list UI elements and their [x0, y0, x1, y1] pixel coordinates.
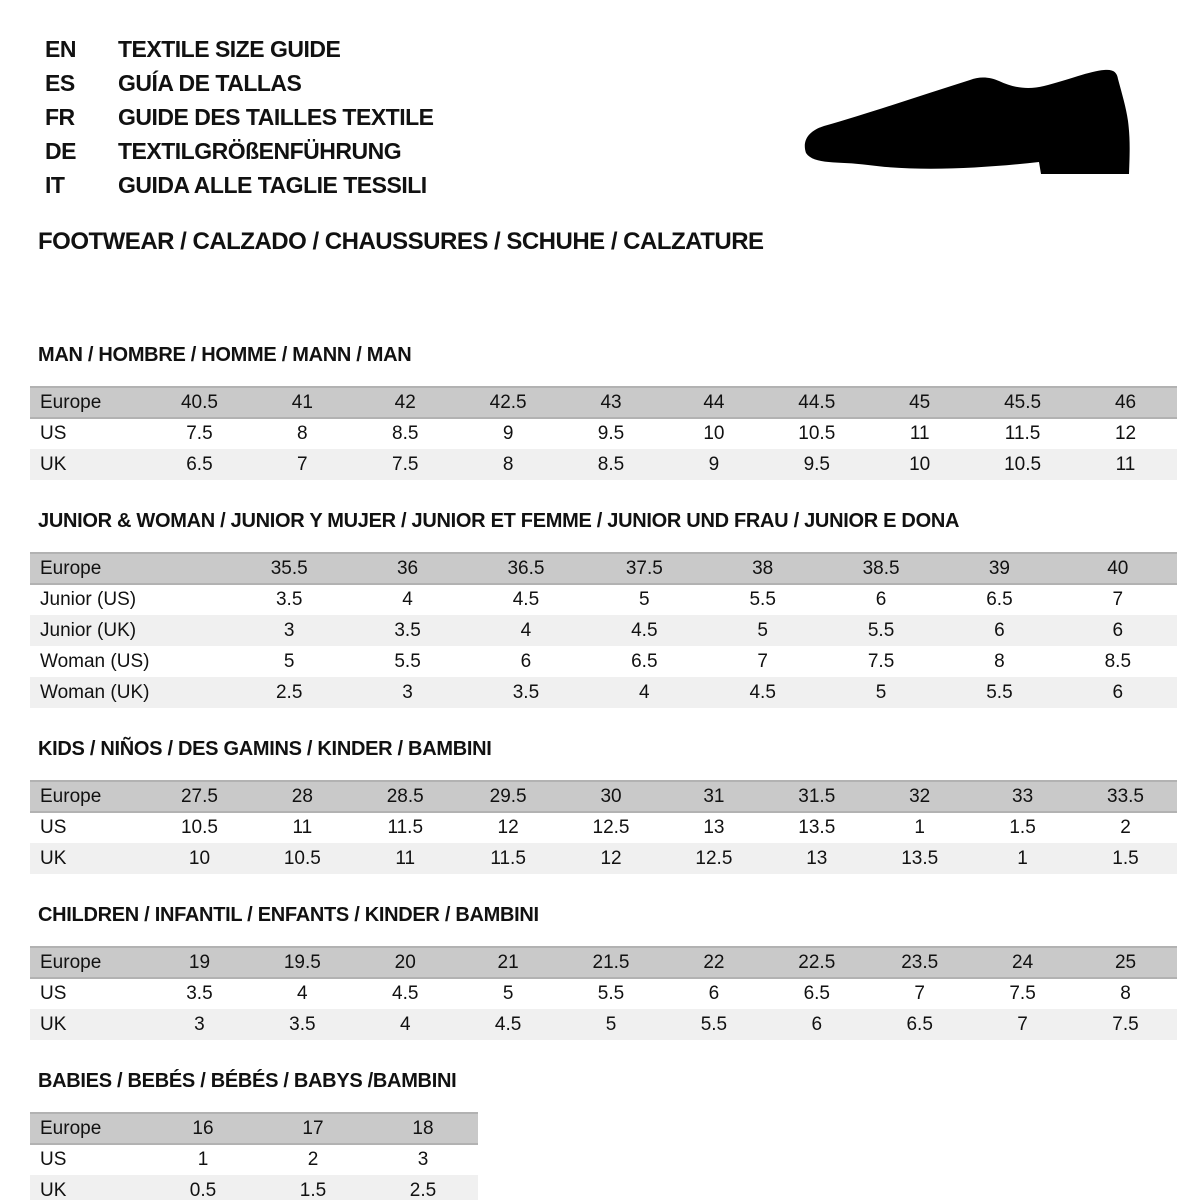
- size-cell: 10: [148, 843, 251, 874]
- size-cell: 13.5: [765, 812, 868, 843]
- size-cell: 9.5: [765, 449, 868, 480]
- section-junior-woman: [30, 510, 1200, 708]
- category-line: FOOTWEAR / CALZADO / CHAUSSURES / SCHUHE / CALZATURE: [38, 228, 764, 255]
- size-cell: 4: [354, 1009, 457, 1040]
- size-cell: 28.5: [354, 781, 457, 812]
- table-row: [30, 418, 1177, 449]
- language-label-es: GUÍA DE TALLAS: [118, 69, 302, 96]
- size-cell: 3.5: [148, 978, 251, 1009]
- size-cell: 6.5: [868, 1009, 971, 1040]
- size-cell: 5.5: [348, 646, 466, 677]
- size-cell: 5: [704, 615, 822, 646]
- section-title-children: CHILDREN / INFANTIL / ENFANTS / KINDER / BAMBINI: [38, 904, 539, 926]
- size-cell: 27.5: [148, 781, 251, 812]
- table-row: [30, 1113, 478, 1144]
- size-cell: 12.5: [560, 812, 663, 843]
- table-row: [30, 646, 1177, 677]
- size-cell: 5: [457, 978, 560, 1009]
- size-cell: 38: [704, 553, 822, 584]
- size-cell: 20: [354, 947, 457, 978]
- size-cell: 8.5: [560, 449, 663, 480]
- size-cell: 12: [560, 843, 663, 874]
- table-row: [30, 677, 1177, 708]
- size-cell: 3.5: [230, 584, 348, 615]
- size-cell: 5.5: [822, 615, 940, 646]
- table-row: [30, 1009, 1177, 1040]
- size-cell: 6.5: [148, 449, 251, 480]
- row-label: Europe: [30, 781, 148, 812]
- section-title-babies: BABIES / BEBÉS / BÉBÉS / BABYS /BAMBINI: [38, 1070, 457, 1092]
- size-cell: 3.5: [348, 615, 466, 646]
- size-cell: 31.5: [765, 781, 868, 812]
- size-cell: 1: [868, 812, 971, 843]
- table-row: [30, 978, 1177, 1009]
- row-label: Junior (UK): [30, 615, 230, 646]
- size-cell: 32: [868, 781, 971, 812]
- language-label-en: TEXTILE SIZE GUIDE: [118, 35, 341, 62]
- table-row: [30, 449, 1177, 480]
- size-cell: 11.5: [354, 812, 457, 843]
- size-cell: 5.5: [940, 677, 1058, 708]
- row-label: Europe: [30, 947, 148, 978]
- size-cell: 9.5: [560, 418, 663, 449]
- size-cell: 6: [940, 615, 1058, 646]
- size-cell: 5: [585, 584, 703, 615]
- size-cell: 39: [940, 553, 1058, 584]
- row-label: Woman (UK): [30, 677, 230, 708]
- size-cell: 11: [354, 843, 457, 874]
- size-cell: 7.5: [148, 418, 251, 449]
- size-cell: 41: [251, 387, 354, 418]
- size-table-man: [30, 386, 1177, 480]
- size-cell: 7: [704, 646, 822, 677]
- row-label: US: [30, 812, 148, 843]
- size-cell: 46: [1074, 387, 1177, 418]
- section-title-man: MAN / HOMBRE / HOMME / MANN / MAN: [38, 344, 412, 366]
- row-label: Europe: [30, 553, 230, 584]
- size-cell: 6.5: [765, 978, 868, 1009]
- size-cell: 12: [1074, 418, 1177, 449]
- size-sections: [30, 344, 1200, 1200]
- size-cell: 5.5: [662, 1009, 765, 1040]
- section-title-kids: KIDS / NIÑOS / DES GAMINS / KINDER / BAMBINI: [38, 738, 492, 760]
- size-cell: 7.5: [971, 978, 1074, 1009]
- size-cell: 2.5: [230, 677, 348, 708]
- size-cell: 36: [348, 553, 466, 584]
- language-label-de: TEXTILGRÖßENFÜHRUNG: [118, 137, 402, 164]
- size-cell: 13: [765, 843, 868, 874]
- size-cell: 8: [251, 418, 354, 449]
- size-cell: 6.5: [585, 646, 703, 677]
- size-cell: 35.5: [230, 553, 348, 584]
- size-cell: 8: [940, 646, 1058, 677]
- size-cell: 12: [457, 812, 560, 843]
- size-cell: 1.5: [1074, 843, 1177, 874]
- size-cell: 4: [585, 677, 703, 708]
- section-babies: [30, 1070, 1200, 1200]
- size-cell: 2.5: [368, 1175, 478, 1200]
- size-cell: 21: [457, 947, 560, 978]
- size-cell: 2: [258, 1144, 368, 1175]
- size-cell: 9: [457, 418, 560, 449]
- size-cell: 43: [560, 387, 663, 418]
- size-cell: 19.5: [251, 947, 354, 978]
- size-cell: 25: [1074, 947, 1177, 978]
- row-label: UK: [30, 449, 148, 480]
- table-row: [30, 947, 1177, 978]
- size-cell: 4.5: [704, 677, 822, 708]
- size-cell: 6: [662, 978, 765, 1009]
- language-code-it: IT: [45, 171, 65, 198]
- size-cell: 4.5: [354, 978, 457, 1009]
- row-label: US: [30, 978, 148, 1009]
- table-row: [30, 387, 1177, 418]
- size-cell: 1: [971, 843, 1074, 874]
- size-cell: 3: [230, 615, 348, 646]
- size-cell: 6: [467, 646, 585, 677]
- section-man: [30, 344, 1200, 480]
- size-cell: 31: [662, 781, 765, 812]
- size-cell: 5: [560, 1009, 663, 1040]
- language-label-it: GUIDA ALLE TAGLIE TESSILI: [118, 171, 427, 198]
- language-row-en: [45, 32, 1200, 66]
- table-row: [30, 843, 1177, 874]
- language-code-fr: FR: [45, 103, 75, 130]
- size-cell: 24: [971, 947, 1074, 978]
- size-table-junior-woman: [30, 552, 1177, 708]
- size-cell: 11.5: [457, 843, 560, 874]
- size-cell: 6: [1059, 615, 1177, 646]
- size-cell: 13: [662, 812, 765, 843]
- size-cell: 37.5: [585, 553, 703, 584]
- size-cell: 33: [971, 781, 1074, 812]
- size-cell: 21.5: [560, 947, 663, 978]
- size-cell: 11: [868, 418, 971, 449]
- size-cell: 11: [251, 812, 354, 843]
- size-cell: 18: [368, 1113, 478, 1144]
- dress-shoe-icon: [800, 66, 1140, 184]
- size-cell: 8: [1074, 978, 1177, 1009]
- size-cell: 1.5: [971, 812, 1074, 843]
- size-cell: 11.5: [971, 418, 1074, 449]
- size-cell: 29.5: [457, 781, 560, 812]
- size-cell: 42.5: [457, 387, 560, 418]
- table-row: [30, 781, 1177, 812]
- size-cell: 22.5: [765, 947, 868, 978]
- size-cell: 8: [457, 449, 560, 480]
- size-cell: 7.5: [1074, 1009, 1177, 1040]
- size-cell: 3: [348, 677, 466, 708]
- size-cell: 4.5: [457, 1009, 560, 1040]
- language-code-de: DE: [45, 137, 76, 164]
- size-cell: 7: [971, 1009, 1074, 1040]
- language-code-es: ES: [45, 69, 75, 96]
- size-cell: 5: [230, 646, 348, 677]
- table-row: [30, 812, 1177, 843]
- size-cell: 45.5: [971, 387, 1074, 418]
- table-row: [30, 1175, 478, 1200]
- size-cell: 6: [765, 1009, 868, 1040]
- size-cell: 11: [1074, 449, 1177, 480]
- table-row: [30, 615, 1177, 646]
- size-cell: 2: [1074, 812, 1177, 843]
- language-code-en: EN: [45, 35, 76, 62]
- size-cell: 10: [662, 418, 765, 449]
- row-label: Europe: [30, 387, 148, 418]
- size-cell: 10.5: [971, 449, 1074, 480]
- section-children: [30, 904, 1200, 1040]
- size-cell: 3: [368, 1144, 478, 1175]
- row-label: UK: [30, 1175, 148, 1200]
- row-label: US: [30, 418, 148, 449]
- size-cell: 6.5: [940, 584, 1058, 615]
- row-label: US: [30, 1144, 148, 1175]
- size-cell: 0.5: [148, 1175, 258, 1200]
- size-cell: 3: [148, 1009, 251, 1040]
- size-cell: 28: [251, 781, 354, 812]
- size-cell: 17: [258, 1113, 368, 1144]
- size-cell: 6: [1059, 677, 1177, 708]
- size-cell: 13.5: [868, 843, 971, 874]
- size-cell: 5: [822, 677, 940, 708]
- section-kids: [30, 738, 1200, 874]
- size-cell: 5.5: [560, 978, 663, 1009]
- size-cell: 44: [662, 387, 765, 418]
- size-cell: 10.5: [148, 812, 251, 843]
- size-cell: 10: [868, 449, 971, 480]
- size-cell: 3.5: [251, 1009, 354, 1040]
- size-cell: 42: [354, 387, 457, 418]
- size-cell: 6: [822, 584, 940, 615]
- row-label: Junior (US): [30, 584, 230, 615]
- size-cell: 38.5: [822, 553, 940, 584]
- section-title-junior-woman: JUNIOR & WOMAN / JUNIOR Y MUJER / JUNIOR ET FEMME / JUNIOR UND FRAU / JUNIOR E DONA: [38, 510, 960, 532]
- size-cell: 16: [148, 1113, 258, 1144]
- table-row: [30, 1144, 478, 1175]
- size-cell: 22: [662, 947, 765, 978]
- size-table-kids: [30, 780, 1177, 874]
- size-cell: 45: [868, 387, 971, 418]
- size-cell: 4.5: [467, 584, 585, 615]
- size-cell: 7: [868, 978, 971, 1009]
- size-cell: 19: [148, 947, 251, 978]
- row-label: UK: [30, 843, 148, 874]
- size-cell: 40: [1059, 553, 1177, 584]
- row-label: UK: [30, 1009, 148, 1040]
- size-cell: 1.5: [258, 1175, 368, 1200]
- size-cell: 7: [1059, 584, 1177, 615]
- size-cell: 36.5: [467, 553, 585, 584]
- language-label-fr: GUIDE DES TAILLES TEXTILE: [118, 103, 434, 130]
- size-table-babies: [30, 1112, 478, 1200]
- size-cell: 7.5: [822, 646, 940, 677]
- size-cell: 1: [148, 1144, 258, 1175]
- size-cell: 3.5: [467, 677, 585, 708]
- size-cell: 33.5: [1074, 781, 1177, 812]
- size-cell: 10.5: [765, 418, 868, 449]
- size-cell: 4: [251, 978, 354, 1009]
- size-cell: 8.5: [354, 418, 457, 449]
- table-row: [30, 584, 1177, 615]
- size-cell: 4.5: [585, 615, 703, 646]
- size-table-children: [30, 946, 1177, 1040]
- size-cell: 30: [560, 781, 663, 812]
- size-cell: 4: [348, 584, 466, 615]
- size-cell: 7.5: [354, 449, 457, 480]
- size-cell: 40.5: [148, 387, 251, 418]
- table-row: [30, 553, 1177, 584]
- size-cell: 12.5: [662, 843, 765, 874]
- size-cell: 9: [662, 449, 765, 480]
- size-cell: 5.5: [704, 584, 822, 615]
- size-cell: 7: [251, 449, 354, 480]
- size-cell: 4: [467, 615, 585, 646]
- size-cell: 23.5: [868, 947, 971, 978]
- row-label: Europe: [30, 1113, 148, 1144]
- size-cell: 8.5: [1059, 646, 1177, 677]
- size-cell: 10.5: [251, 843, 354, 874]
- row-label: Woman (US): [30, 646, 230, 677]
- size-cell: 44.5: [765, 387, 868, 418]
